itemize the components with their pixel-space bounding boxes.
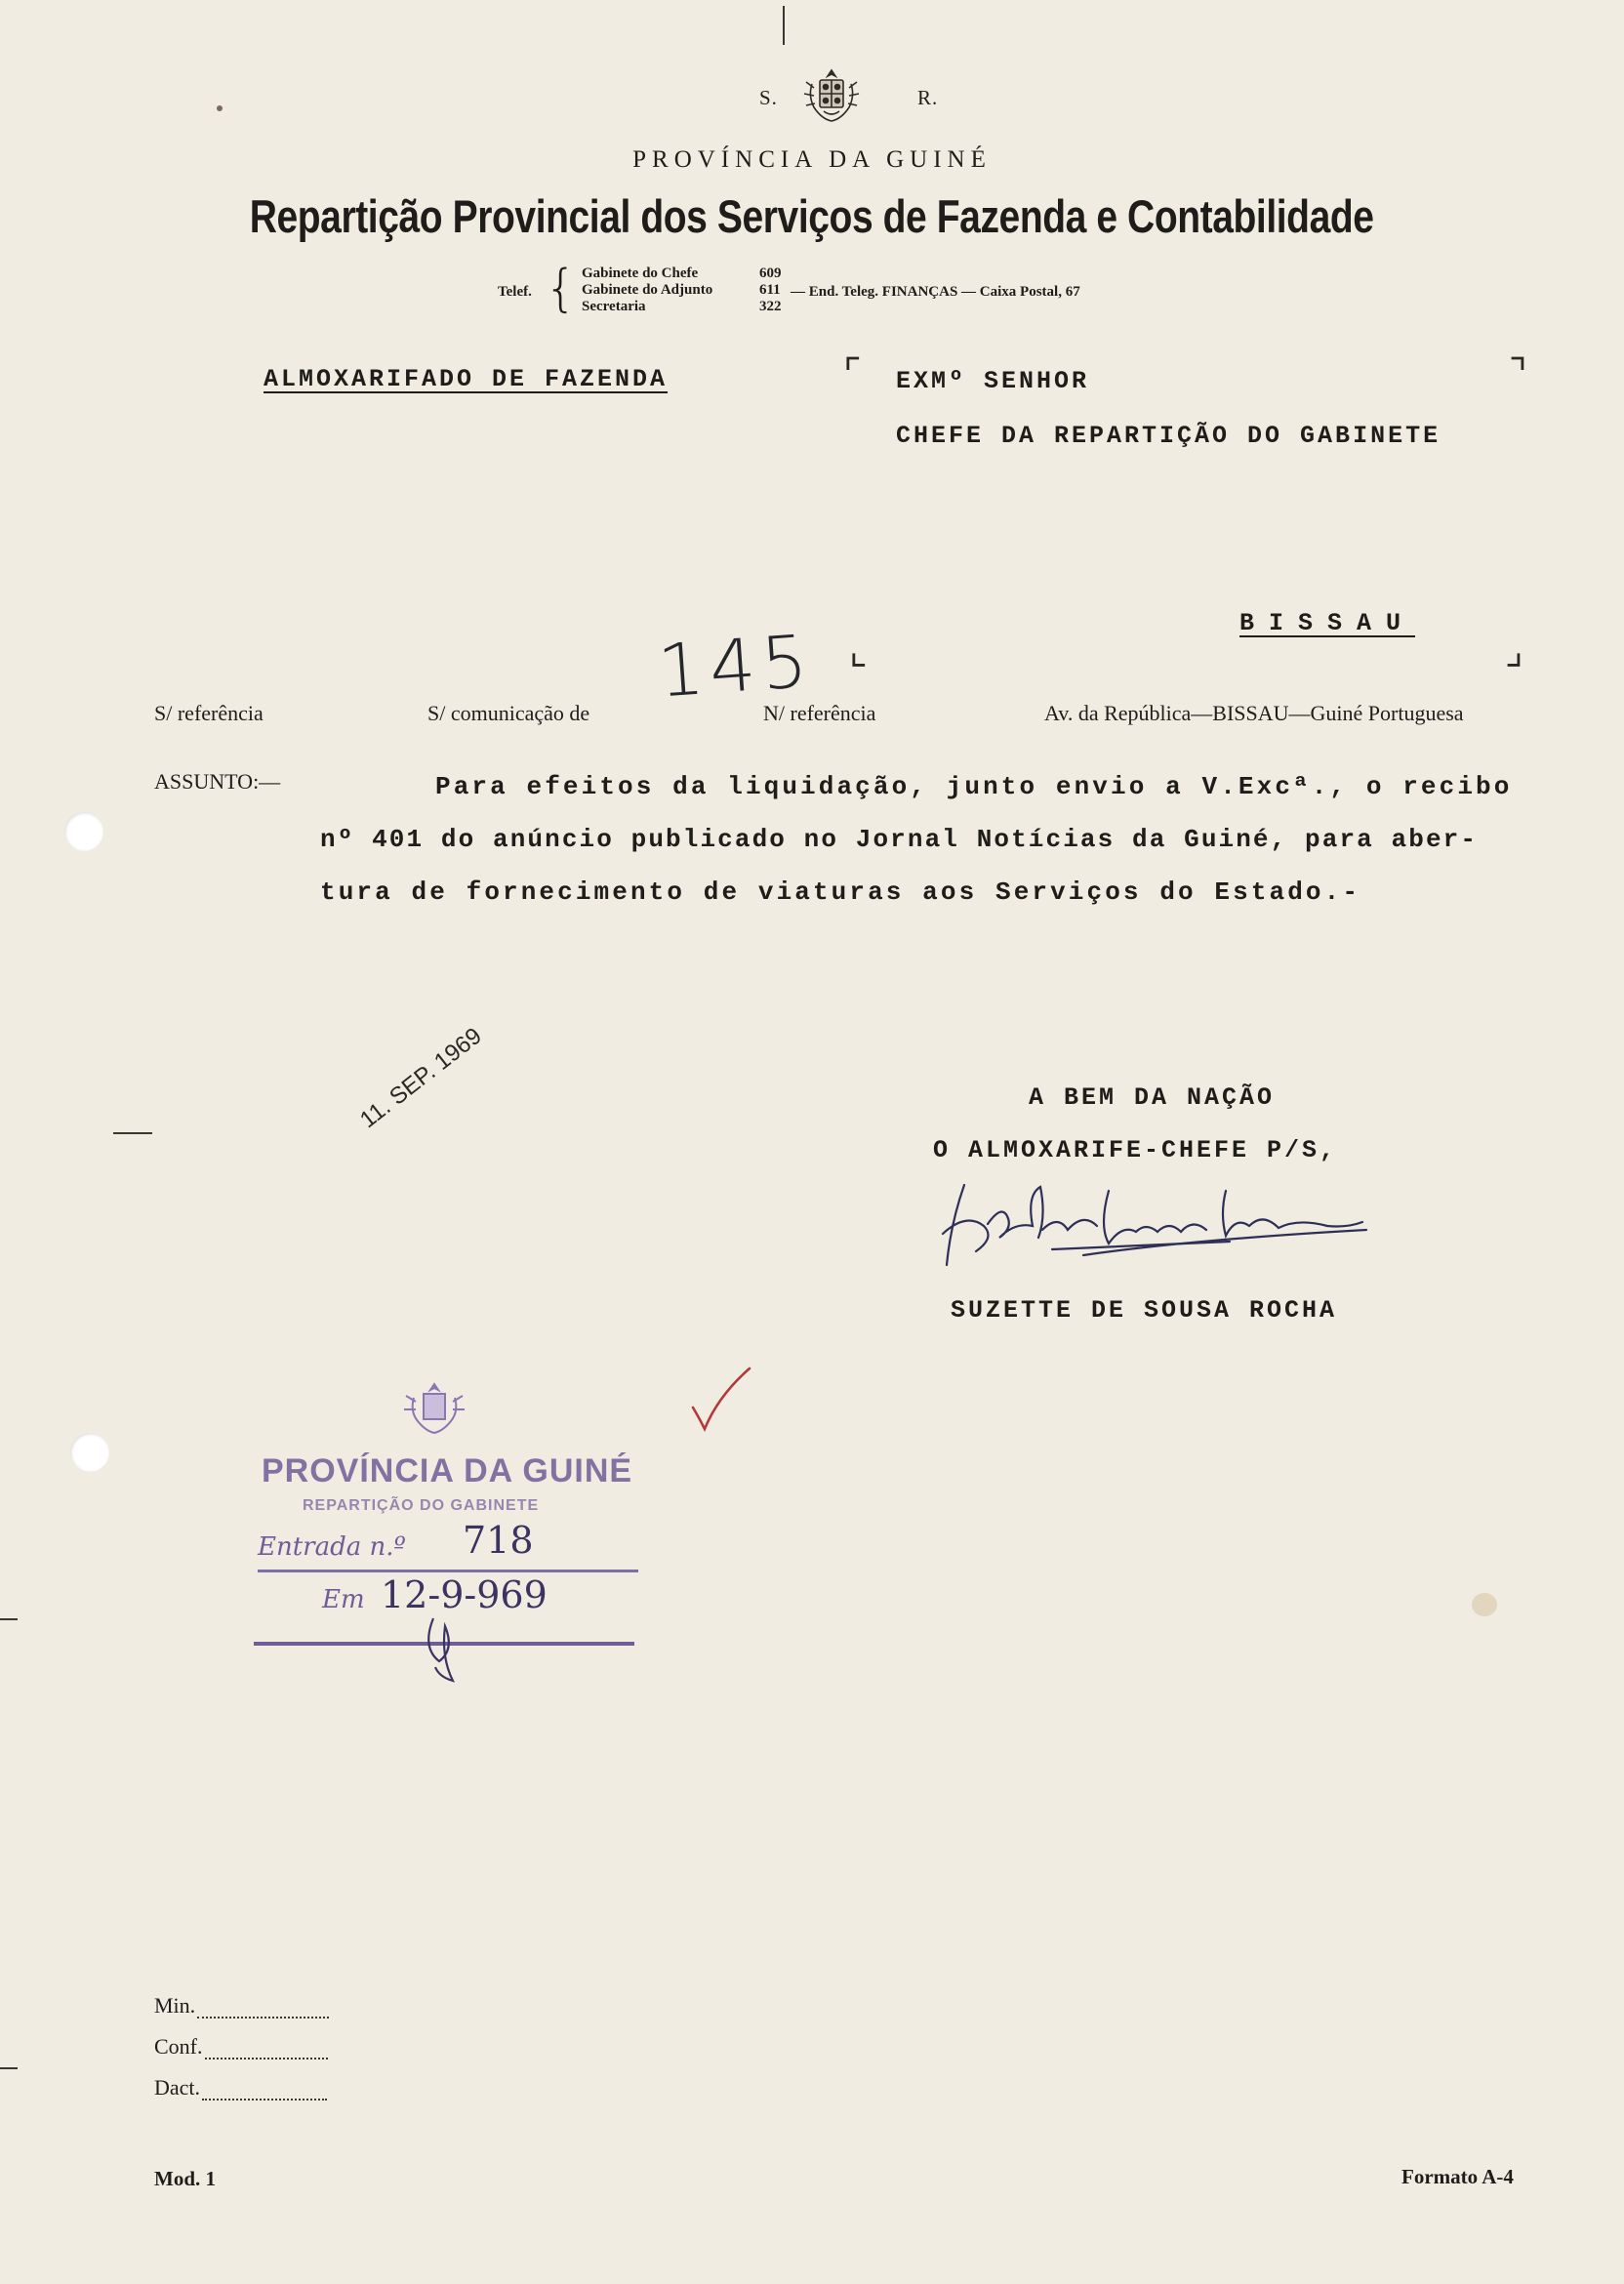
- stamp-date-label: Em: [322, 1585, 365, 1614]
- stamp-province: PROVÍNCIA DA GUINÉ: [262, 1452, 633, 1489]
- margin-mark-3: [0, 2067, 18, 2069]
- paper-stain: [1472, 1593, 1497, 1616]
- paper-speck: [217, 105, 223, 111]
- stamp-initials: [416, 1609, 474, 1687]
- telephone-block: [498, 260, 1239, 324]
- phone-name-2: Gabinete do Adjunto: [582, 282, 713, 298]
- date-received-stamp: 11. SEP. 1969: [355, 1022, 487, 1134]
- s-letter: S.: [759, 86, 778, 109]
- subject-line-2: nº 401 do anúncio publicado no Jornal Notícias da Guiné, para aber-: [320, 825, 1479, 854]
- s-com-label: S/ comunicação de: [427, 701, 590, 725]
- handwritten-signature: [937, 1167, 1376, 1285]
- address-bracket-bottom-left: ⌞: [849, 629, 868, 673]
- field-conf-line: [205, 2038, 328, 2060]
- closing-salutation: A BEM DA NAÇÃO: [1029, 1083, 1276, 1112]
- brace-icon: {: [545, 260, 578, 318]
- address-bracket-top-right: ⌝: [1509, 351, 1527, 396]
- field-min: [154, 1993, 329, 2019]
- recipient-city: [1239, 609, 1415, 637]
- field-dact-line: [202, 2079, 327, 2100]
- stamp-crest-icon: [400, 1378, 468, 1437]
- subject-line-1: Para efeitos da liquidação, junto envio a V.Excª., o recibo: [435, 772, 1513, 801]
- field-dact-label: Dact.: [154, 2075, 201, 2100]
- recipient-line-2: CHEFE DA REPARTIÇÃO DO GABINETE: [896, 422, 1441, 450]
- margin-mark-1: [113, 1132, 152, 1134]
- subject-line-3: tura de fornecimento de viaturas aos Serviços do Estado.-: [320, 877, 1361, 907]
- stamp-entry-row: [258, 1519, 638, 1572]
- field-dact: [154, 2075, 327, 2100]
- entry-stamp: [244, 1378, 654, 1700]
- paper-format: Formato A-4: [1401, 2165, 1514, 2188]
- office-title: Repartição Provincial dos Serviços de Fazenda e Contabilidade: [249, 190, 1374, 242]
- check-mark-icon: [689, 1365, 751, 1433]
- field-min-label: Min.: [154, 1993, 196, 2018]
- phone-name-1: Gabinete do Chefe: [582, 265, 699, 281]
- stamp-date-value: 12-9-969: [381, 1573, 548, 1616]
- r-letter: R.: [917, 86, 939, 109]
- telef-label: Telef.: [498, 284, 532, 300]
- coat-of-arms-icon: [802, 66, 861, 127]
- phone-name-3: Secretaria: [582, 299, 646, 314]
- field-conf: [154, 2034, 328, 2060]
- closing-title: O ALMOXARIFE-CHEFE P/S,: [933, 1136, 1338, 1164]
- address-bracket-bottom-right: ⌟: [1505, 629, 1523, 673]
- model-number: Mod. 1: [154, 2167, 216, 2190]
- signatory-name: SUZETTE DE SOUSA ROCHA: [951, 1296, 1338, 1325]
- return-address: Av. da República—BISSAU—Guiné Portuguesa: [1044, 701, 1464, 725]
- province-header: PROVÍNCIA DA GUINÉ: [632, 146, 992, 173]
- phone-number-1: 609: [759, 265, 782, 281]
- stamp-entry-number: 718: [463, 1519, 534, 1562]
- address-bracket-top-left: ⌜: [843, 351, 862, 396]
- margin-mark-2: [0, 1618, 18, 1620]
- fold-mark: [783, 6, 785, 45]
- s-ref-label: S/ referência: [154, 701, 264, 725]
- field-min-line: [197, 1997, 329, 2019]
- subject-label: ASSUNTO:—: [154, 769, 281, 794]
- punch-hole-bottom: [70, 1433, 109, 1472]
- recipient-city-text: BISSAU: [1239, 609, 1416, 637]
- n-ref-label: N/ referência: [763, 701, 876, 725]
- phone-number-3: 322: [759, 299, 782, 314]
- telegraph-address: — End. Teleg. FINANÇAS — Caixa Postal, 67: [791, 284, 1080, 300]
- stamp-department: REPARTIÇÃO DO GABINETE: [303, 1497, 540, 1514]
- stamp-entry-label: Entrada n.º: [258, 1532, 406, 1562]
- punch-hole-top: [64, 812, 103, 851]
- sender-department: ALMOXARIFADO DE FAZENDA: [264, 365, 669, 393]
- phone-number-2: 611: [759, 282, 781, 298]
- recipient-line-1: EXMº SENHOR: [896, 367, 1090, 395]
- handwritten-reference-number: 145: [655, 619, 817, 714]
- field-conf-label: Conf.: [154, 2034, 203, 2059]
